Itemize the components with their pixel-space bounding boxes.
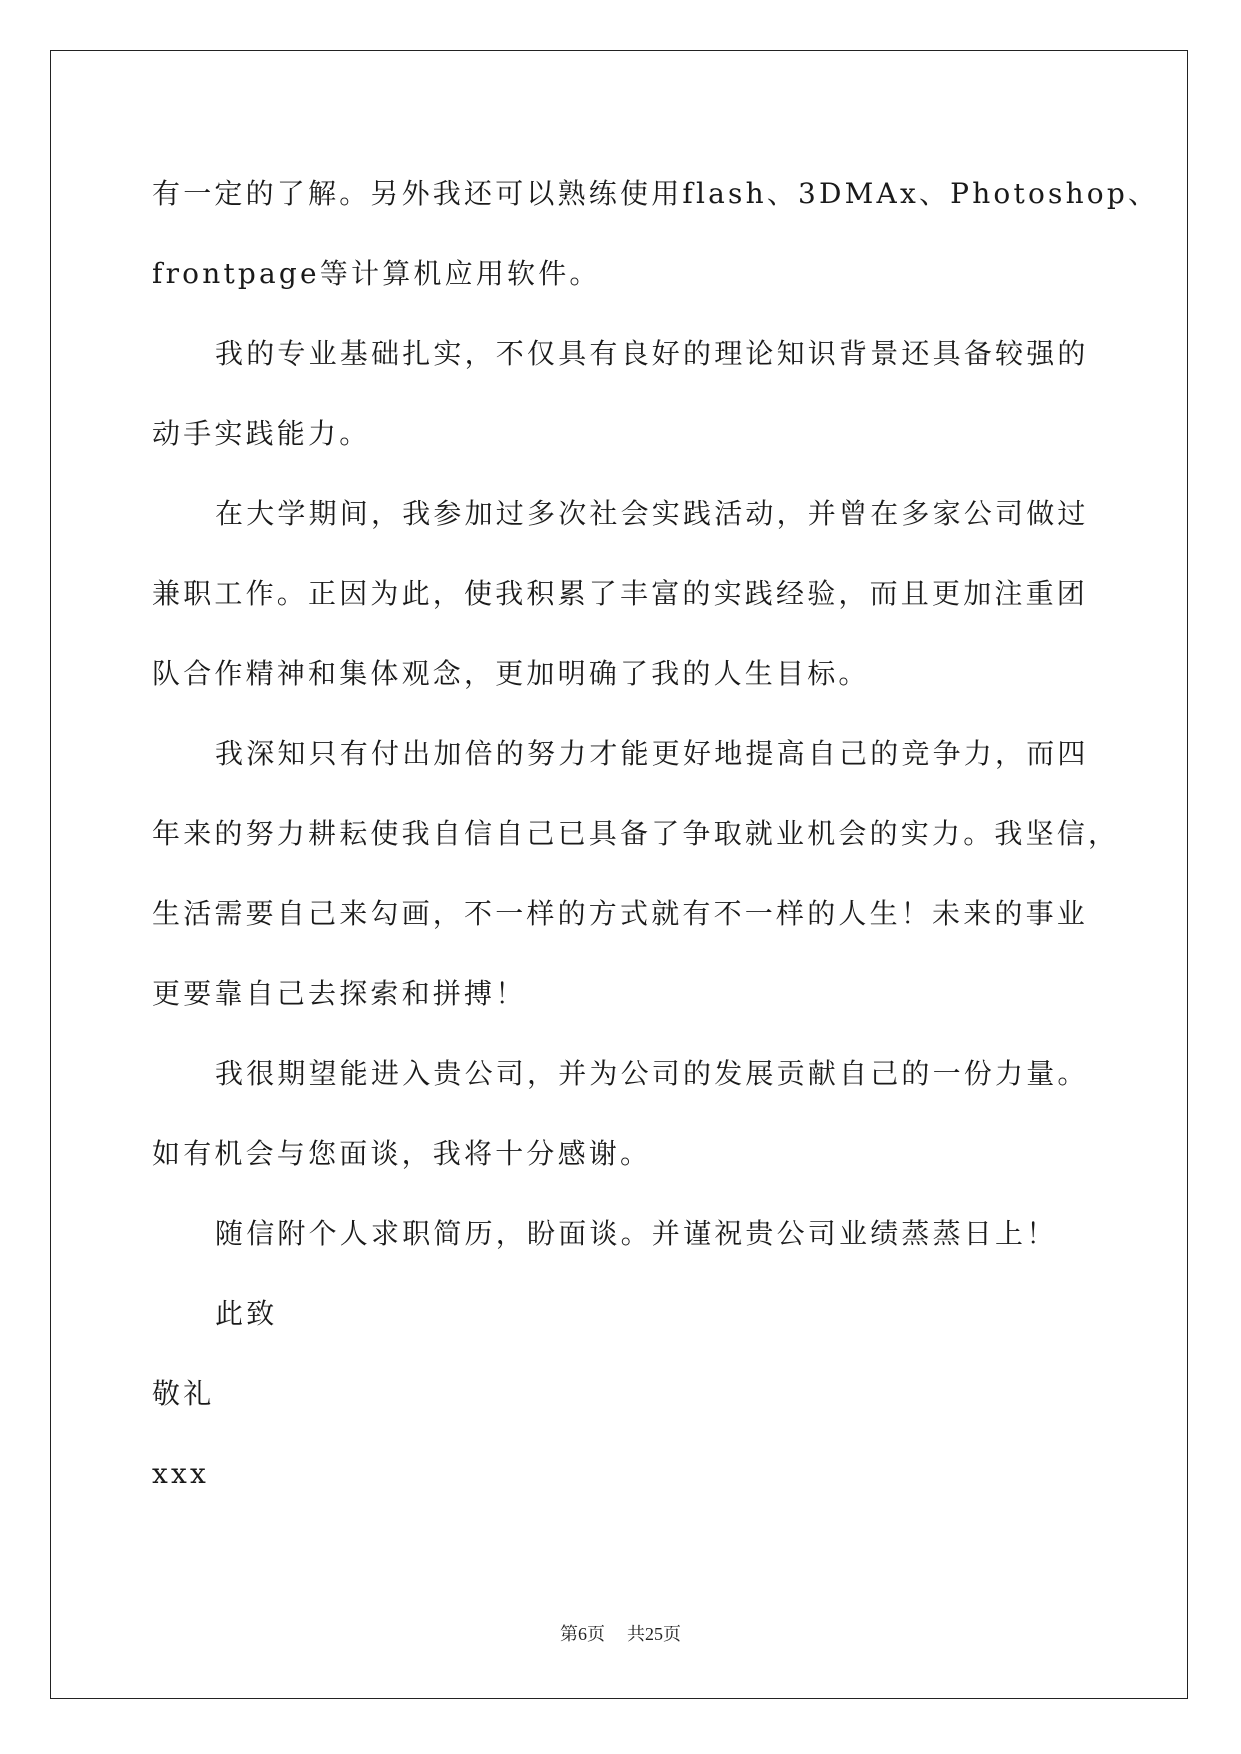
body-line: 兼职工作。正因为此，使我积累了丰富的实践经验，而且更加注重团 <box>152 577 1089 610</box>
page-footer <box>0 1620 1241 1646</box>
body-line: 生活需要自己来勾画，不一样的方式就有不一样的人生！未来的事业 <box>152 897 1089 930</box>
body-line: 在大学期间，我参加过多次社会实践活动，并曾在多家公司做过 <box>215 497 1089 530</box>
salutation: 敬礼 <box>152 1377 215 1410</box>
signature: xxx <box>152 1457 209 1490</box>
closing-phrase: 此致 <box>215 1297 278 1330</box>
body-line: 我深知只有付出加倍的努力才能更好地提高自己的竞争力，而四 <box>215 737 1089 770</box>
total-pages: 共25页 <box>627 1624 681 1644</box>
body-line: 随信附个人求职简历，盼面谈。并谨祝贵公司业绩蒸蒸日上！ <box>215 1217 1058 1250</box>
body-line: 动手实践能力。 <box>152 417 371 450</box>
current-page-number: 第6页 <box>560 1624 605 1644</box>
body-line: 我很期望能进入贵公司，并为公司的发展贡献自己的一份力量。 <box>215 1057 1089 1090</box>
page-border <box>50 50 1188 1699</box>
body-line: 如有机会与您面谈，我将十分感谢。 <box>152 1137 652 1170</box>
body-line: 我的专业基础扎实，不仅具有良好的理论知识背景还具备较强的 <box>215 337 1089 370</box>
body-line: 年来的努力耕耘使我自信自己已具备了争取就业机会的实力。我坚信， <box>152 817 1120 850</box>
body-line: 有一定的了解。另外我还可以熟练使用flash、3DMAx、Photoshop、 <box>152 177 1160 210</box>
body-line: 队合作精神和集体观念，更加明确了我的人生目标。 <box>152 657 870 690</box>
body-line: frontpage等计算机应用软件。 <box>152 257 601 290</box>
body-line: 更要靠自己去探索和拼搏！ <box>152 977 527 1010</box>
